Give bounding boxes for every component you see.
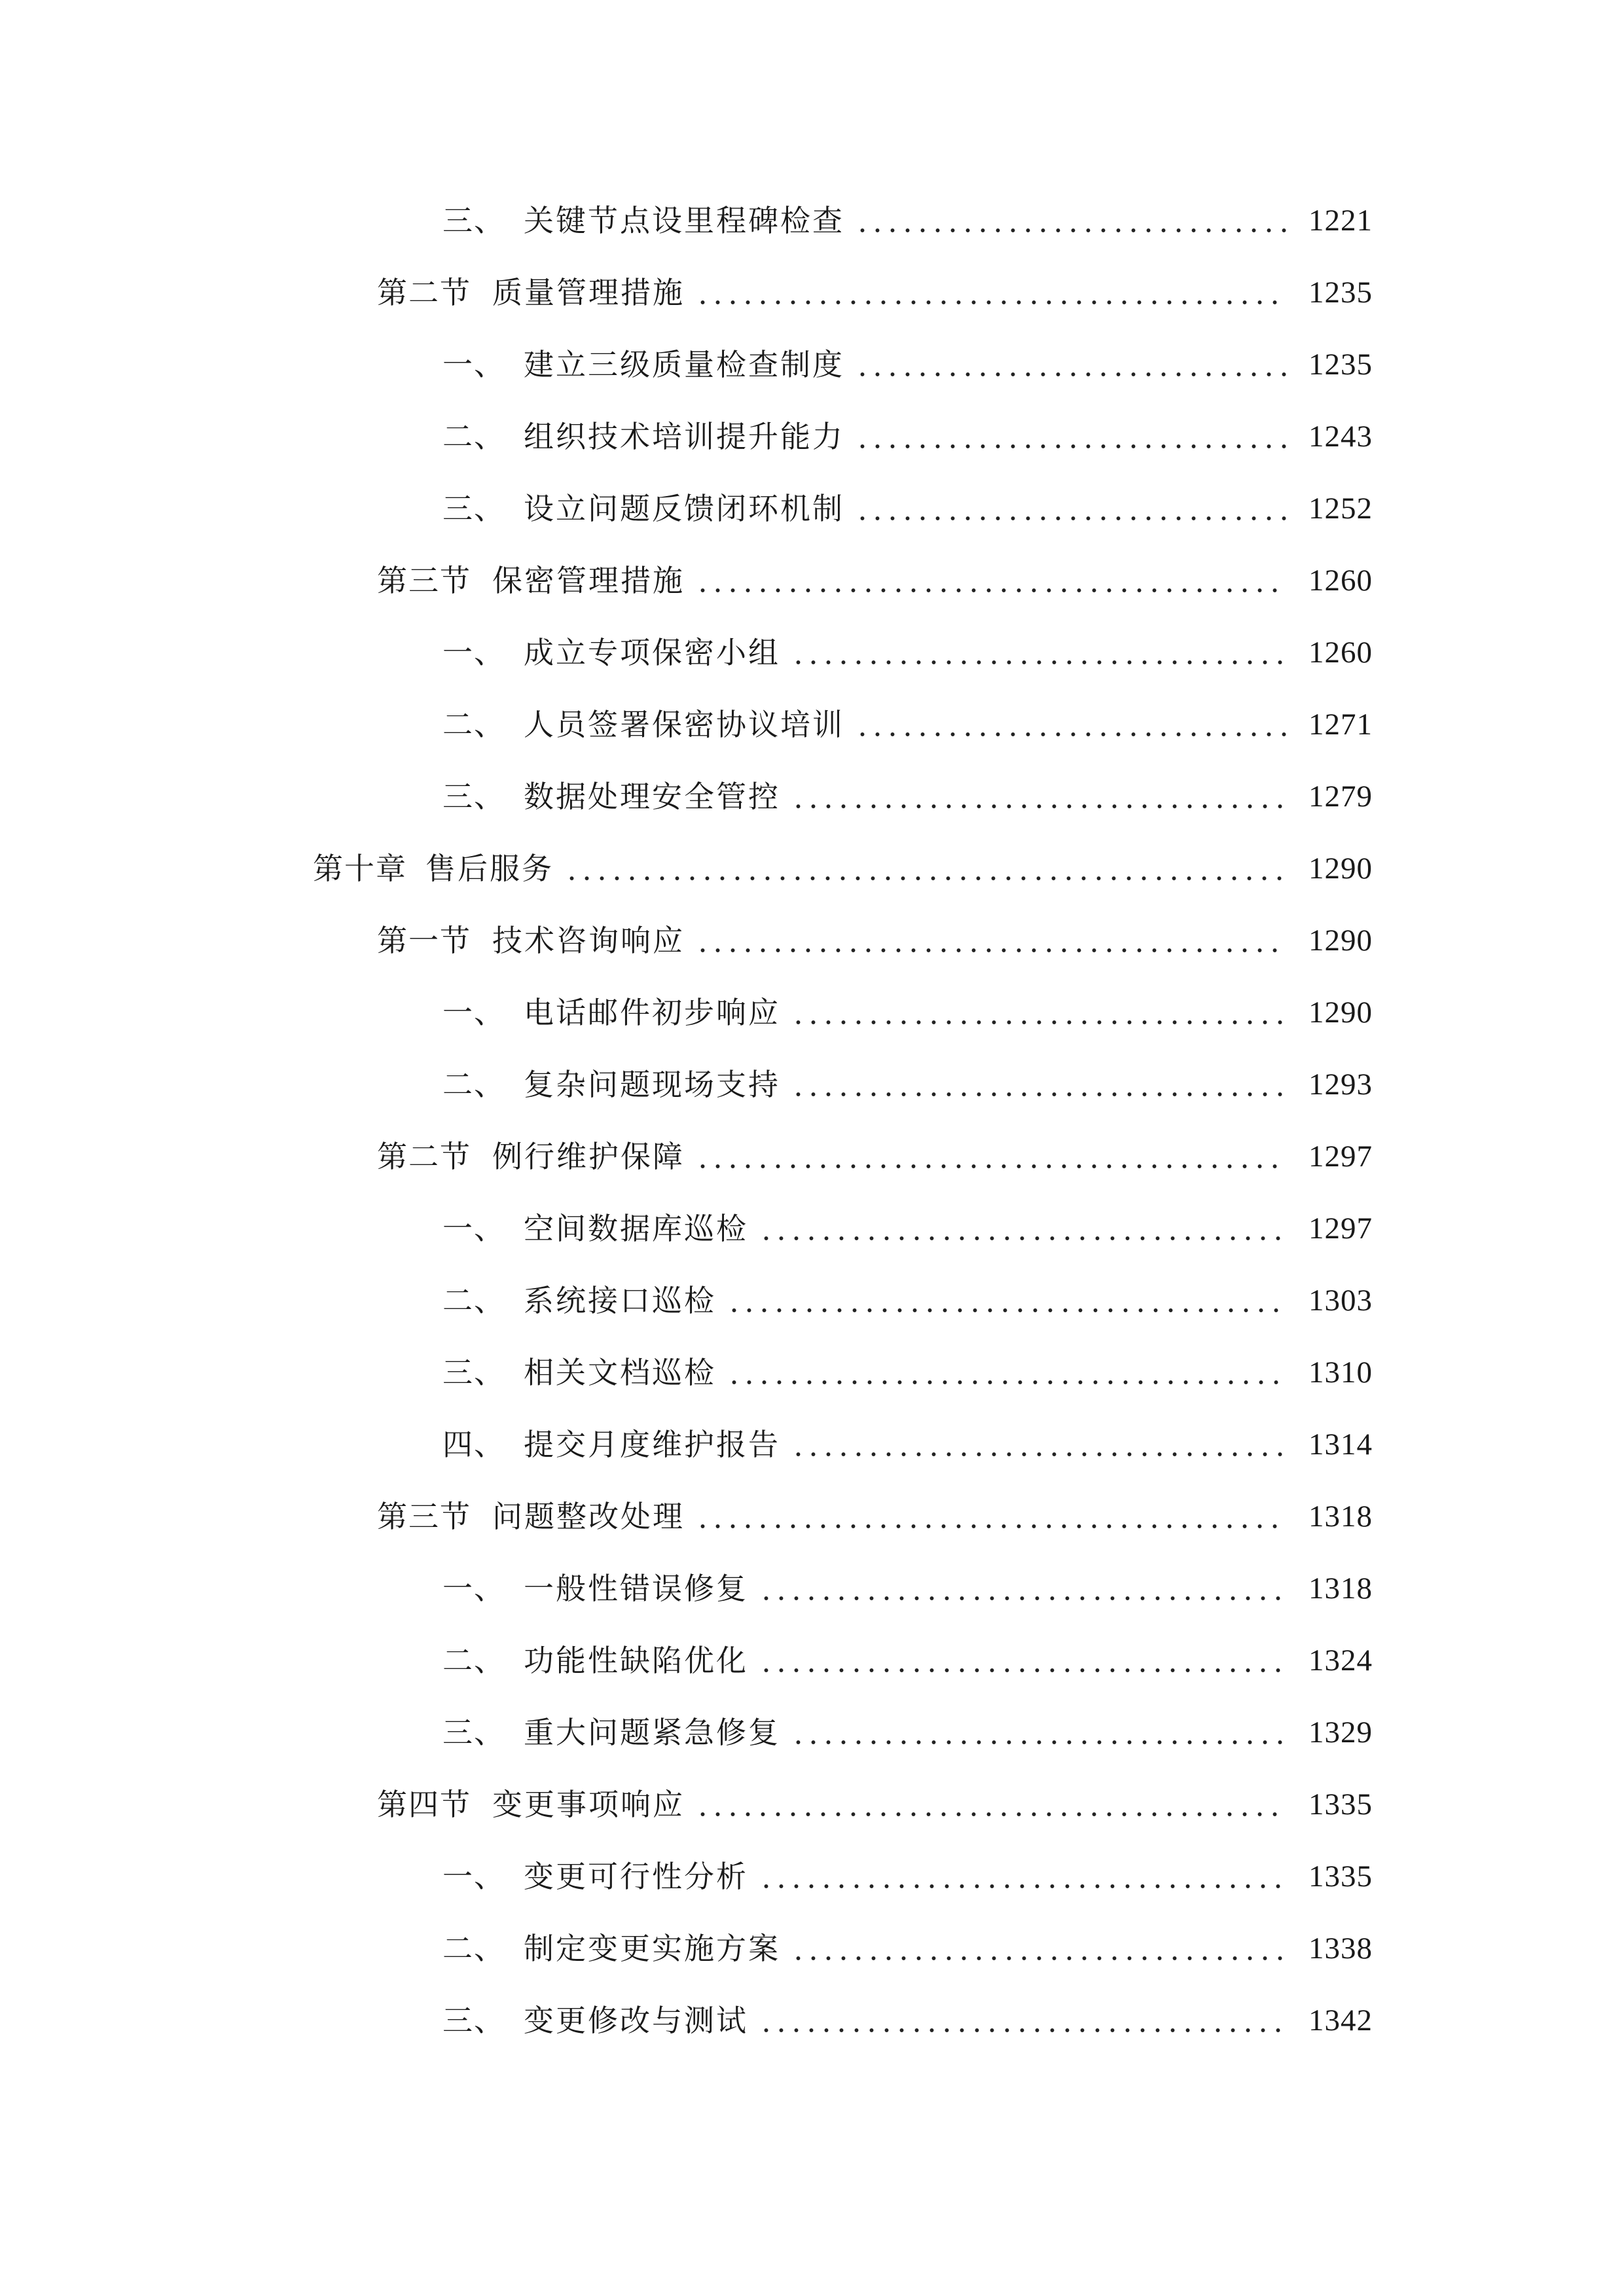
toc-entry-page-number: 1243	[1308, 419, 1373, 454]
dot-leader	[695, 1501, 1287, 1532]
toc-entry[interactable]	[0, 545, 1624, 617]
dot-leader	[727, 1285, 1287, 1316]
dot-leader	[855, 350, 1287, 380]
dot-leader	[727, 1357, 1287, 1388]
toc-entry-page-number: 1314	[1308, 1427, 1373, 1462]
toc-entry-number: 一、	[442, 1211, 505, 1246]
toc-entry-page-number: 1290	[1308, 995, 1373, 1030]
dot-leader	[695, 565, 1287, 596]
dot-leader	[855, 422, 1287, 452]
toc-entry-number: 四、	[442, 1427, 505, 1462]
toc-entry-title: 技术咨询响应	[492, 923, 685, 958]
toc-entry-number: 第四节	[377, 1787, 471, 1822]
toc-entry[interactable]	[0, 1624, 1624, 1696]
toc-entry-title: 空间数据库巡检	[524, 1211, 748, 1246]
toc-entry-page-number: 1318	[1308, 1499, 1373, 1534]
toc-entry-page-number: 1303	[1308, 1283, 1373, 1318]
dot-leader	[791, 637, 1287, 668]
toc-entry-title: 变更修改与测试	[524, 2003, 748, 2038]
toc-entry-title: 一般性错误修复	[524, 1571, 748, 1606]
toc-entry-page-number: 1252	[1308, 491, 1373, 526]
table-of-contents	[0, 185, 1624, 2056]
toc-entry-title: 保密管理措施	[492, 563, 685, 598]
dot-leader	[695, 925, 1287, 956]
dot-leader	[791, 781, 1287, 812]
toc-entry-title: 设立问题反馈闭环机制	[524, 491, 844, 526]
toc-entry-page-number: 1221	[1308, 203, 1373, 238]
dot-leader	[759, 1573, 1287, 1604]
toc-entry-page-number: 1235	[1308, 275, 1373, 310]
toc-entry[interactable]	[0, 1336, 1624, 1408]
dot-leader	[855, 206, 1287, 236]
toc-entry-title: 质量管理措施	[492, 275, 685, 310]
toc-entry-title: 制定变更实施方案	[524, 1931, 780, 1966]
toc-entry[interactable]	[0, 1480, 1624, 1552]
toc-entry-page-number: 1235	[1308, 347, 1373, 382]
toc-entry[interactable]	[0, 617, 1624, 689]
toc-entry[interactable]	[0, 1912, 1624, 1984]
toc-entry-number: 一、	[442, 347, 505, 382]
toc-entry-title: 售后服务	[425, 851, 554, 886]
toc-entry[interactable]	[0, 1840, 1624, 1912]
toc-entry-title: 重大问题紧急修复	[524, 1715, 780, 1750]
toc-entry[interactable]	[0, 329, 1624, 401]
toc-entry-number: 一、	[442, 1859, 505, 1894]
toc-entry-title: 电话邮件初步响应	[524, 995, 780, 1030]
toc-entry[interactable]	[0, 833, 1624, 905]
toc-entry[interactable]	[0, 1049, 1624, 1121]
toc-entry-page-number: 1260	[1308, 563, 1373, 598]
toc-entry-page-number: 1329	[1308, 1715, 1373, 1749]
toc-entry-title: 问题整改处理	[492, 1499, 685, 1534]
toc-entry-number: 二、	[442, 1931, 505, 1966]
toc-entry[interactable]	[0, 689, 1624, 761]
toc-entry-number: 一、	[442, 1571, 505, 1606]
toc-entry-page-number: 1338	[1308, 1931, 1373, 1965]
toc-entry[interactable]	[0, 401, 1624, 473]
dot-leader	[759, 2005, 1287, 2036]
toc-entry-title: 功能性缺陷优化	[524, 1643, 748, 1678]
toc-entry[interactable]	[0, 1696, 1624, 1768]
dot-leader	[791, 1717, 1287, 1748]
toc-entry-title: 组织技术培训提升能力	[524, 419, 844, 454]
dot-leader	[791, 1933, 1287, 1964]
toc-entry[interactable]	[0, 977, 1624, 1049]
dot-leader	[855, 493, 1287, 524]
toc-entry-title: 人员签署保密协议培训	[524, 707, 844, 742]
dot-leader	[695, 1789, 1287, 1820]
toc-entry-page-number: 1290	[1308, 851, 1373, 886]
toc-entry-number: 三、	[442, 779, 505, 814]
toc-entry-number: 三、	[442, 2003, 505, 2038]
toc-entry-number: 二、	[442, 1283, 505, 1318]
toc-entry[interactable]	[0, 905, 1624, 977]
toc-entry-page-number: 1310	[1308, 1355, 1373, 1390]
toc-entry-number: 二、	[442, 1067, 505, 1102]
toc-entry-page-number: 1279	[1308, 779, 1373, 814]
toc-entry-title: 变更事项响应	[492, 1787, 685, 1822]
toc-entry-title: 数据处理安全管控	[524, 779, 780, 814]
toc-entry-page-number: 1318	[1308, 1571, 1373, 1605]
toc-entry[interactable]	[0, 257, 1624, 329]
toc-entry-number: 第一节	[377, 923, 471, 958]
toc-entry-page-number: 1271	[1308, 707, 1373, 742]
dot-leader	[564, 853, 1287, 884]
toc-entry-number: 第十章	[313, 851, 407, 886]
toc-entry[interactable]	[0, 1768, 1624, 1840]
dot-leader	[759, 1213, 1287, 1244]
toc-entry-page-number: 1260	[1308, 635, 1373, 670]
toc-entry-number: 第三节	[377, 563, 471, 598]
toc-entry[interactable]	[0, 1408, 1624, 1480]
toc-entry[interactable]	[0, 1984, 1624, 2056]
toc-entry-page-number: 1335	[1308, 1859, 1373, 1893]
toc-entry-page-number: 1290	[1308, 923, 1373, 958]
toc-entry-title: 成立专项保密小组	[524, 635, 780, 670]
dot-leader	[695, 1141, 1287, 1172]
toc-entry-number: 第三节	[377, 1499, 471, 1534]
toc-entry[interactable]	[0, 1265, 1624, 1336]
toc-entry-title: 系统接口巡检	[524, 1283, 716, 1318]
toc-entry-title: 提交月度维护报告	[524, 1427, 780, 1462]
toc-entry-page-number: 1335	[1308, 1787, 1373, 1821]
toc-entry[interactable]	[0, 185, 1624, 257]
toc-entry-number: 三、	[442, 1355, 505, 1390]
toc-entry-title: 复杂问题现场支持	[524, 1067, 780, 1102]
dot-leader	[695, 278, 1287, 308]
toc-entry-title: 例行维护保障	[492, 1139, 685, 1174]
toc-entry-number: 一、	[442, 995, 505, 1030]
toc-entry-number: 一、	[442, 635, 505, 670]
toc-entry[interactable]	[0, 473, 1624, 545]
toc-entry[interactable]	[0, 761, 1624, 833]
toc-entry[interactable]	[0, 1193, 1624, 1265]
toc-entry-page-number: 1297	[1308, 1139, 1373, 1174]
toc-entry-title: 变更可行性分析	[524, 1859, 748, 1894]
dot-leader	[855, 709, 1287, 740]
toc-entry-number: 三、	[442, 1715, 505, 1750]
toc-entry-number: 二、	[442, 419, 505, 454]
toc-entry[interactable]	[0, 1121, 1624, 1193]
toc-entry[interactable]	[0, 1552, 1624, 1624]
toc-entry-page-number: 1342	[1308, 2003, 1373, 2037]
toc-entry-number: 第二节	[377, 275, 471, 310]
toc-entry-title: 建立三级质量检查制度	[524, 347, 844, 382]
toc-entry-page-number: 1297	[1308, 1211, 1373, 1246]
toc-entry-number: 二、	[442, 707, 505, 742]
toc-entry-title: 关键节点设里程碑检查	[524, 203, 844, 238]
toc-entry-number: 三、	[442, 203, 505, 238]
toc-entry-number: 三、	[442, 491, 505, 526]
dot-leader	[791, 1429, 1287, 1460]
toc-entry-number: 二、	[442, 1643, 505, 1678]
dot-leader	[791, 997, 1287, 1028]
dot-leader	[759, 1645, 1287, 1676]
dot-leader	[759, 1861, 1287, 1892]
toc-entry-page-number: 1324	[1308, 1643, 1373, 1677]
toc-entry-number: 第二节	[377, 1139, 471, 1174]
dot-leader	[791, 1069, 1287, 1100]
toc-entry-title: 相关文档巡检	[524, 1355, 716, 1390]
toc-entry-page-number: 1293	[1308, 1067, 1373, 1102]
